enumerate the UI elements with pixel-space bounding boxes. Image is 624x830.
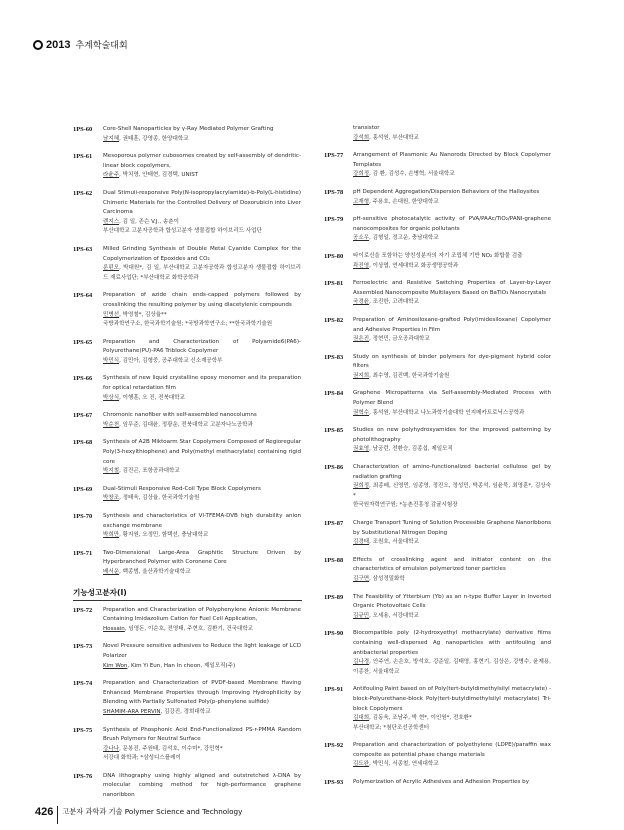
entry-title: Mesoporous polymer cubosomes created by self-assembly of dendritic-linear block copolymers, bbox=[103, 153, 301, 169]
abstract-entry bbox=[324, 215, 564, 244]
authors: , 이행훈, 오 진, 전북대학교 bbox=[119, 394, 186, 401]
presenter: Hossain bbox=[103, 625, 125, 632]
abstract-entry bbox=[324, 279, 564, 308]
affiliation: 서강대 화학과; *삼성디스플레이 bbox=[103, 755, 181, 762]
entry-code: 1PS-71 bbox=[73, 549, 93, 557]
entry-title: Synthesis and characteristics of VI-TFEMA-DVB high durability anion exchange membrane bbox=[103, 513, 301, 529]
abstract-entry bbox=[73, 338, 313, 367]
entry-title: Chromonic nanofiber with self-assembled nanocolumns bbox=[103, 412, 257, 419]
authors: , 조원호, 서울대학교 bbox=[369, 539, 419, 546]
abstract-entry bbox=[324, 151, 564, 180]
entry-code: 1PS-72 bbox=[73, 606, 93, 614]
authors: , 주용호, 손대원, 한양대학교 bbox=[369, 198, 439, 205]
presenter: 렌지스 bbox=[103, 218, 120, 225]
entry-title: Study on synthesis of binder polymers for dye-pigment hybrid color filters bbox=[353, 353, 551, 370]
authors: , 안주연, 손은호, 방석호, 강준일, 김태영, 홍현기, 김상은, 강병수, 윤제용, 이종찬, 서울대학교 bbox=[353, 659, 551, 675]
entry-code: 1PS-61 bbox=[73, 153, 93, 161]
abstract-entry bbox=[73, 189, 313, 237]
entry-code: 1PS-81 bbox=[324, 280, 344, 288]
presenter: 김나경 bbox=[353, 659, 370, 666]
presenter: 민병선 bbox=[103, 311, 120, 318]
presenter: 박지철 bbox=[103, 468, 120, 475]
presenter: 권혁수 bbox=[353, 409, 370, 416]
authors: , 임영돈, 이순호, 전영태, 주현호, 김환기, 건국대학교 bbox=[124, 625, 254, 632]
abstract-entry bbox=[324, 556, 564, 585]
abstract-entry bbox=[324, 426, 564, 455]
right-column bbox=[324, 124, 564, 796]
entry-title: Arrangement of Plasmonic Au Nanorods Directed by Block Copolymer Templates bbox=[353, 152, 551, 168]
entry-title: Preparation and characterization of polyethylene (LDPE)/paraffin wax composite as potential phase change materials bbox=[353, 742, 551, 758]
entry-title: 타이로신을 포함하는 양친성분자의 자기 조립체 기반 NO₂ 화합물 검출 bbox=[353, 252, 523, 259]
authors: , 정현민, 금오공과대학교 bbox=[369, 336, 430, 343]
entry-code: 1PS-78 bbox=[324, 188, 344, 196]
header-event: 추계학술대회 bbox=[75, 41, 128, 51]
continued-entry bbox=[353, 124, 551, 143]
entry-title: Studies on new polyhydroxyamides for the improved patterning by photolithography bbox=[353, 427, 551, 443]
entry-code: 1PS-77 bbox=[324, 152, 344, 160]
entry-code: 1PS-63 bbox=[73, 245, 93, 253]
authors: , 최수영, 김진백, 한국과학기술원 bbox=[369, 372, 450, 379]
authors: , 이상엽, 연세대학교 화공생명공학과 bbox=[369, 262, 459, 269]
entry-code: 1PS-90 bbox=[324, 630, 344, 638]
authors: , 김진곤, 포항공과대학교 bbox=[119, 468, 180, 475]
circle-bullet-icon bbox=[33, 40, 43, 50]
abstract-entry bbox=[73, 772, 313, 801]
presenter: 박창조 bbox=[103, 495, 120, 502]
entry-title: Preparation and Characterization of PVDF-based Membrane Having Enhanced Membrane Properties through Improving Hydrophilicity by Blending with Partially Sulfonated Poly(p-phenylene sulfide) bbox=[103, 680, 301, 706]
presenter: 박순천 bbox=[103, 421, 120, 428]
presenter: 박상식 bbox=[103, 394, 120, 401]
presenter: 강석희 bbox=[353, 134, 370, 141]
authors: , 임무준, 김대윤, 정광운, 전북대학교 고분자나노공학과 bbox=[119, 421, 253, 428]
abstract-entry bbox=[73, 549, 313, 578]
entry-title: Effects of crosslinking agent and initiator content on the characteristics of emulsion polymerized toner particles bbox=[353, 556, 551, 573]
entry-code: 1PS-70 bbox=[73, 513, 93, 520]
abstract-entry bbox=[73, 291, 313, 329]
entry-code: 1PS-75 bbox=[73, 726, 93, 734]
authors: , 김 환, 김성수, 손병혁, 서울대학교 bbox=[369, 171, 455, 178]
entry-code: 1PS-76 bbox=[73, 772, 93, 780]
abstract-entry bbox=[324, 685, 564, 733]
abstract-entry bbox=[324, 593, 564, 622]
authors: , 최종배, 신영민, 임종영, 정진오, 정성민, 박종석, 임윤묵, 최영훈*, 김상숙* bbox=[353, 483, 551, 499]
authors: , 문봉진, 주원태, 김석호, 이수미*, 강민혁* bbox=[119, 745, 223, 752]
abstract-entry bbox=[73, 642, 313, 671]
presenter: 김도완 bbox=[353, 761, 370, 768]
presenter: 권은진 bbox=[353, 336, 370, 343]
abstract-entry bbox=[324, 316, 564, 345]
authors: , 홍석원, 부산대학교 나노과학기술대학 인지메카트로닉스공학과 bbox=[369, 409, 525, 416]
abstract-entry bbox=[324, 389, 564, 418]
entry-title: Charge Transport Tuning of Solution Processible Graphene Nanoribbons by Substitutional Nitrogen Doping bbox=[353, 520, 551, 536]
affiliation: 국방과학연구소, 한국과학기술원; *국방과학연구소; **한국과학기술원 bbox=[103, 321, 273, 328]
left-column bbox=[73, 125, 313, 809]
section-title: 기능성고분자(I) bbox=[73, 588, 302, 601]
abstract-entry bbox=[73, 679, 313, 717]
entry-title: Characterization of amino-functionalized bacterial cellulose gel by radiation grafting bbox=[353, 464, 551, 480]
authors: , 황지원, 오정민, 함택선, 충남대학교 bbox=[119, 532, 209, 539]
entry-title: Polymerization of Acrylic Adhesives and Adhesion Properties by bbox=[353, 779, 529, 786]
entry-title: DNA lithography using highly aligned and outstretched λ-DNA by molecular combing method for high-performance graphene nanoribbon bbox=[103, 772, 301, 799]
abstract-entry bbox=[73, 152, 313, 181]
journal-title: 고분자 과학과 기술 Polymer Science and Technology bbox=[62, 807, 243, 816]
presenter: 배서운 bbox=[103, 568, 120, 575]
authors: , 권태훈, 강영종, 한양대학교 bbox=[119, 135, 189, 142]
presenter: 남지혜 bbox=[103, 135, 120, 142]
entry-code: 1PS-64 bbox=[73, 292, 93, 300]
entry-title: Preparation and Characterization of Polyamide6(PA6)-Polyurethane(PU)-PA6 Triblock Copolymer bbox=[103, 338, 301, 355]
entry-title: Preparation of Aminosiloxane-grafted Poly(imidesiloxane) Copolymer and Adhesive Properties in Film bbox=[353, 316, 551, 333]
authors: , 백종범, 울산과학기술대학교 bbox=[119, 568, 191, 575]
presenter: 김구면 bbox=[353, 575, 370, 582]
presenter: 라윤주 bbox=[103, 172, 120, 179]
presenter: 국경윤 bbox=[353, 299, 370, 306]
entry-code: 1PS-65 bbox=[73, 338, 93, 346]
presenter: 김대희 bbox=[353, 715, 370, 722]
entry-code: 1PS-86 bbox=[324, 464, 344, 472]
entry-code: 1PS-89 bbox=[324, 593, 344, 601]
authors: , 김민아, 김형중, 공주대학교 신소재공학부 bbox=[119, 357, 223, 364]
authors: , 홍석원, 부산대학교 bbox=[369, 134, 419, 141]
authors: , 오세용, 서강대학교 bbox=[369, 612, 419, 619]
entry-code: 1PS-87 bbox=[324, 520, 344, 527]
authors: , 조진한, 고려대학교 bbox=[369, 299, 419, 306]
presenter: 룬펀모 bbox=[103, 265, 120, 272]
entry-title: Synthesis of new liquid crystalline epoxy monomer and its preparation for optical retardation film bbox=[103, 375, 301, 392]
affiliation: 한국원자력연구원; *농촌진흥청 감귤시험장 bbox=[353, 502, 458, 509]
authors: , 박대원*, 김 일, 부산대학교 고분자공학과 합성고분자 생물접합 하이브리드 재료사업단; *부산대학교 화학공학과 bbox=[103, 265, 301, 281]
abstract-entry bbox=[324, 353, 564, 382]
entry-code: 1PS-67 bbox=[73, 412, 93, 420]
abstract-entry bbox=[324, 741, 564, 770]
presenter: 강나나 bbox=[103, 745, 120, 752]
affiliation: 부산대학교 고분자공학과 합성고분자 생물접합 하이브리드 사업단 bbox=[103, 228, 262, 235]
entry-code: 1PS-66 bbox=[73, 375, 93, 383]
page-header bbox=[33, 38, 128, 51]
presenter: 권희정 bbox=[353, 483, 370, 490]
abstract-entry bbox=[324, 519, 564, 548]
presenter: 공소우 bbox=[353, 235, 370, 242]
presenter: 박희만 bbox=[103, 532, 120, 539]
authors: , 박민식, 서종철, 연세대학교 bbox=[369, 761, 439, 768]
header-year: 2013 bbox=[46, 38, 71, 51]
entry-title: The Feasibility of Ytterbium (Yb) as an n-type Buffer Layer in Inverted Organic Photovoltaic Cells bbox=[353, 593, 551, 610]
entry-title: Milled Grinding Synthesis of Double Metal Cyanide Complex for the Copolymerization of Epoxides and CO₂ bbox=[103, 245, 301, 262]
entry-code: 1PS-74 bbox=[73, 680, 93, 688]
entry-title: Synthesis of A2B Miktoarm Star Copolymers Composed of Regioregular Poly(3-hexylthiophene) and Poly(methyl methacrylate) containing rigid core bbox=[103, 439, 301, 465]
authors: , Kim Yi Eun, Han In cheon, 제일모직(주) bbox=[127, 662, 236, 669]
presenter: 김경태 bbox=[353, 539, 370, 546]
presenter: 권지희 bbox=[353, 372, 370, 379]
entry-title: Synthesis of Phosphonic Acid End-Functionalized PS-r-PMMA Random Brush Polymers for Neutral Surface bbox=[103, 726, 301, 743]
abstract-entry bbox=[324, 778, 564, 788]
entry-code: 1PS-73 bbox=[73, 643, 93, 651]
abstract-entry bbox=[73, 726, 313, 764]
affiliation: 부산대학교; *첨단조선공학센터 bbox=[353, 724, 430, 731]
page-footer bbox=[35, 806, 242, 824]
abstract-entry bbox=[73, 438, 313, 476]
entry-code: 1PS-69 bbox=[73, 485, 93, 493]
presenter: 강희정 bbox=[353, 171, 370, 178]
abstract-entry bbox=[324, 188, 564, 207]
entry-title: Dual Stimuli-responsive Poly(N-isopropylacrylamide)-b-Poly(L-histidine) Chimeric Materials for the Controlled Delivery of Doxorubicin into Liver Carcinoma bbox=[103, 189, 301, 216]
authors: , 정태욱, 김상율, 한국과학기술원 bbox=[119, 495, 200, 502]
entry-code: 1PS-93 bbox=[324, 779, 344, 787]
entry-code: 1PS-80 bbox=[324, 252, 344, 260]
presenter: 권효영 bbox=[353, 446, 370, 453]
abstract-entry bbox=[73, 245, 313, 283]
abstract-entry bbox=[324, 252, 564, 271]
abstract-entry bbox=[73, 512, 313, 541]
entry-title: pH-sensitive photocatalytic activity of PVA/PAAc/TiO₂/PANI-graphene nanocomposites for organic pollutants bbox=[353, 216, 551, 232]
entry-code: 1PS-62 bbox=[73, 189, 93, 197]
entry-code: 1PS-91 bbox=[324, 686, 344, 694]
entry-title: Two-Dimensional Large-Area Graphitic Structure Driven by Hyperbranched Polymer with Coronene Core bbox=[103, 549, 301, 566]
continued-title: transistor bbox=[353, 125, 380, 131]
presenter: 김규민 bbox=[353, 612, 370, 619]
authors: , 김강진, 경희대학교 bbox=[160, 708, 211, 715]
entry-code: 1PS-85 bbox=[324, 427, 344, 435]
entry-code: 1PS-60 bbox=[73, 126, 93, 133]
entry-title: Preparation of azide chain ends-capped polymers followed by crosslinking the resulting polymer by using diacetylenic compounds bbox=[103, 292, 301, 308]
entry-title: Antifouling Paint based on of Poly(tert-butyldimethylsilyl metacrylate) -block-Polyurethane-block Poly(tert-butyldimethylsilyl metacrylate) Tri-block Copolymers bbox=[353, 686, 551, 712]
abstract-entry bbox=[73, 374, 313, 403]
entry-title: Ferroelectric and Resistive Switching Properties of Layer-by-Layer Assembled Nanocomposite Multilayers Based on BaTiO₃ Nanocrystals bbox=[353, 280, 551, 296]
page-number: 426 bbox=[35, 806, 54, 818]
entry-code: 1PS-79 bbox=[324, 216, 344, 224]
entry-title: Core-Shell Nanoparticles by γ-Ray Mediated Polymer Grafting bbox=[103, 126, 274, 132]
entry-title: Graphene Micropatterns via Self-assembly-Mediated Process with Polymer Blend bbox=[353, 390, 551, 407]
entry-title: Biocompatible poly (2-hydroxyethyl methacrylate) derivative films containing well-dispersed Ag nanoparticles with antifouling and antibacterial properties bbox=[353, 630, 551, 656]
entry-code: 1PS-68 bbox=[73, 439, 93, 447]
abstract-entry bbox=[73, 125, 313, 144]
presenter: 곽진영 bbox=[353, 262, 370, 269]
entry-title: Dual-Stimuli Responsive Rod-Coil Type Block Copolymers bbox=[103, 485, 261, 492]
authors: , 김동욱, 조남주, 박 현*, 이인원*, 전호환* bbox=[369, 715, 472, 722]
presenter: SHAMIM-ARA PERVIN bbox=[103, 708, 161, 715]
abstract-entry bbox=[73, 411, 313, 430]
entry-code: 1PS-92 bbox=[324, 742, 344, 750]
entry-title: pH Dependent Aggregation/Dispersion Behaviors of the Halloysites bbox=[353, 188, 540, 195]
authors: , 김형일, 정고운, 충남대학교 bbox=[369, 235, 439, 242]
presenter: 고재형 bbox=[353, 198, 370, 205]
presenter: 박민식 bbox=[103, 357, 120, 364]
authors: , 박영철*, 김상율** bbox=[119, 311, 167, 318]
entry-title: Novel Pressure sensitive adhesives to Reduce the light leakage of LCD Polarizer bbox=[103, 643, 301, 659]
presenter: Kim Won bbox=[103, 662, 128, 669]
abstract-entry bbox=[73, 606, 313, 635]
abstract-entry bbox=[324, 463, 564, 511]
entry-code: 1PS-83 bbox=[324, 353, 344, 361]
authors: , 김 일, 존슨 V.J., 송춘이 bbox=[119, 218, 179, 225]
entry-code: 1PS-88 bbox=[324, 556, 344, 564]
entry-code: 1PS-82 bbox=[324, 316, 344, 324]
abstract-entry bbox=[324, 629, 564, 677]
authors: , 남궁런, 전환승, 김종섭, 제일모직 bbox=[369, 446, 453, 453]
footer-divider bbox=[57, 806, 58, 824]
authors: , 삼성정밀화학 bbox=[369, 575, 405, 582]
entry-code: 1PS-84 bbox=[324, 390, 344, 398]
abstract-entry bbox=[73, 485, 313, 504]
entry-title: Preparation and Characterization of Polyphenylene Anionic Membrane Containing Imidazolium Cation for Fuel Cell Application, bbox=[103, 606, 301, 623]
authors: , 박치영, 안태현, 김경택, UNIST bbox=[119, 172, 199, 179]
